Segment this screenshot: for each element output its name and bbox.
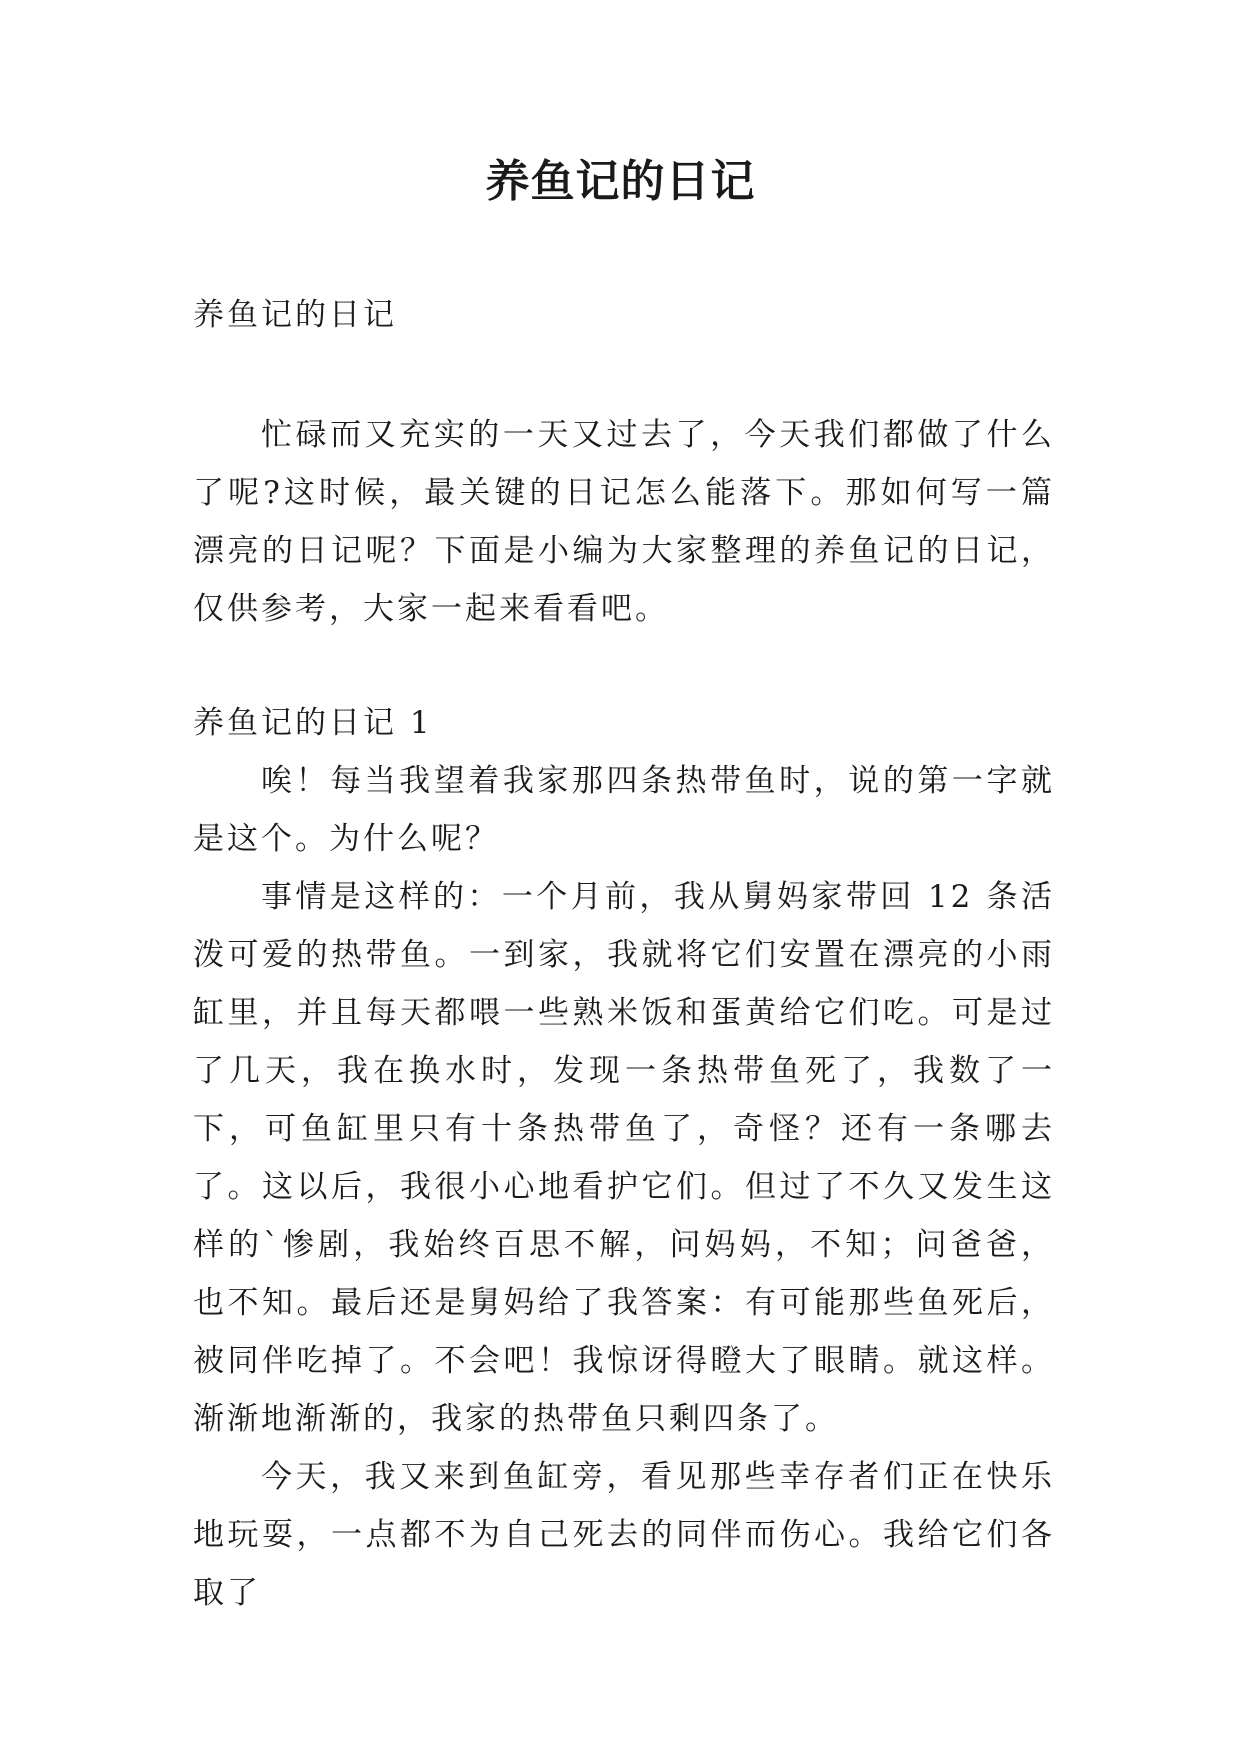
intro-paragraph: 忙碌而又充实的一天又过去了，今天我们都做了什么了呢?这时候，最关键的日记怎么能落下。那如何写一篇漂亮的日记呢？下面是小编为大家整理的养鱼记的日记，仅供参考，大家一起来看看吧。 <box>193 417 1055 627</box>
section-heading: 养鱼记的日记 1 <box>193 705 433 741</box>
page-title: 养鱼记的日记 <box>485 156 756 207</box>
document-subtitle: 养鱼记的日记 <box>193 297 397 333</box>
body-paragraph-2: 事情是这样的：一个月前，我从舅妈家带回 12 条活泼可爱的热带鱼。一到家，我就将它们安置在漂亮的小雨缸里，并且每天都喂一些熟米饭和蛋黄给它们吃。可是过了几天，我在换水时，发现一条热带鱼死了，我数了一下，可鱼缸里只有十条热带鱼了，奇怪？还有一条哪去了。这以后，我很小心地看护它们。但过了不久又发生这样的`惨剧，我始终百思不解，问妈妈，不知；问爸爸，也不知。最后还是舅妈给了我答案：有可能那些鱼死后，被同伴吃掉了。不会吧！我惊讶得瞪大了眼睛。就这样。渐渐地渐渐的，我家的热带鱼只剩四条了。 <box>193 879 1055 1437</box>
body-paragraph-1: 唉！每当我望着我家那四条热带鱼时，说的第一字就是这个。为什么呢？ <box>193 763 1055 857</box>
body-paragraph-3: 今天，我又来到鱼缸旁，看见那些幸存者们正在快乐地玩耍，一点都不为自己死去的同伴而伤心。我给它们各取了 <box>193 1459 1055 1611</box>
